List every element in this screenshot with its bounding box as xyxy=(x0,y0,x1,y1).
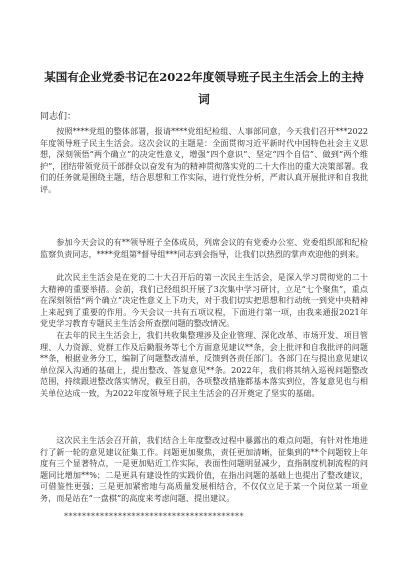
paragraph-5: 这次民主生活会召开前，我们结合上年度整改过程中暴露出的难点问题，有针对性地进行了新一轮的意见建议征集工作。问题更加聚焦，责任更加清晰，征集到的**个问题较上年度有三个显著特点，一是更加贴近工作实际，表面性问题明显减少，直指制度机制流程的问题同比增加**%；二是更具有建设性的实践价值，在指出问题的基础上也提出了整改建议，可借鉴性更强；三是更加紧密地与高质量发展相结合，不仅仅立足于某一个岗位某一项业务，而是站在“一盘棋”的高度来考虑问题、提出建议。 xyxy=(40,435,368,503)
salutation: 同志们： xyxy=(40,112,77,122)
paragraph-3: 此次民主生活会是在党的二十大召开后的第一次民主生活会，是深入学习贯彻党的二十大精神的重要举措。会前，我们已经组织开展了3次集中学习研讨，立足“七个聚焦”，重点在深刻领悟“两个确立”决定性意义上下功夫，对于我们切实把思想和行动统一到党中央精神上来起到了重要的作用。今天会议一共有五项议程，下面进行第一项，由我来通报2021年党史学习教育专题民主生活会所查摆问题的整改情况。 xyxy=(40,272,368,329)
paragraph-2: 参加今天会议的有**领导班子全体成员，列席会议的有党委办公室、党委组织部和纪检监察负责同志，****党组第*督导组***同志到会指导，让我们以热烈的掌声欢迎他的到来。 xyxy=(40,237,368,259)
section-divider: **************************************** xyxy=(64,512,244,521)
paragraph-1: 按照****党组的整体部署，报请****党组纪检组、人事部同意，今天我们召开***2022年度领导班子民主生活会。这次会议的主题是：全面贯彻习近平新时代中国特色社会主义思想，深刻领悟“两个确立”的决定性意义，增强“四个意识”、坚定“四个自信”、做到“两个维护”，团结带领党员干部群众以奋发有为的精神贯彻落实党的二十大作出的重大决策部署。我们的任务就是围绕主题，结合思想和工作实际，进行党性分析，严肃认真开展批评和自我批评。 xyxy=(40,126,368,194)
paragraph-4: 在去年的民主生活会上，我们共收集整理涉及企业管理、深化改革、市场开发、项目管理、人力资源、党群工作及后勤服务等七个方面意见建议**条，会上批评和自我批评的问题**条，根据业务分工，编制了问题整改清单，反馈到各责任部门。各部门在与提出意见建议单位深入沟通的基础上，提出整改、答复意见**条。2022年，我们将其纳入巡视问题整改范围，持续跟进整改落实情况，截至目前，各项整改措施都基本落实到位，答复意见也与相关单位达成一致，为2022年度领导班子民主生活会的召开奠定了坚实的基础。 xyxy=(40,330,368,398)
page-title: 某国有企业党委书记在2022年度领导班子民主生活会上的主持词 xyxy=(44,70,364,106)
